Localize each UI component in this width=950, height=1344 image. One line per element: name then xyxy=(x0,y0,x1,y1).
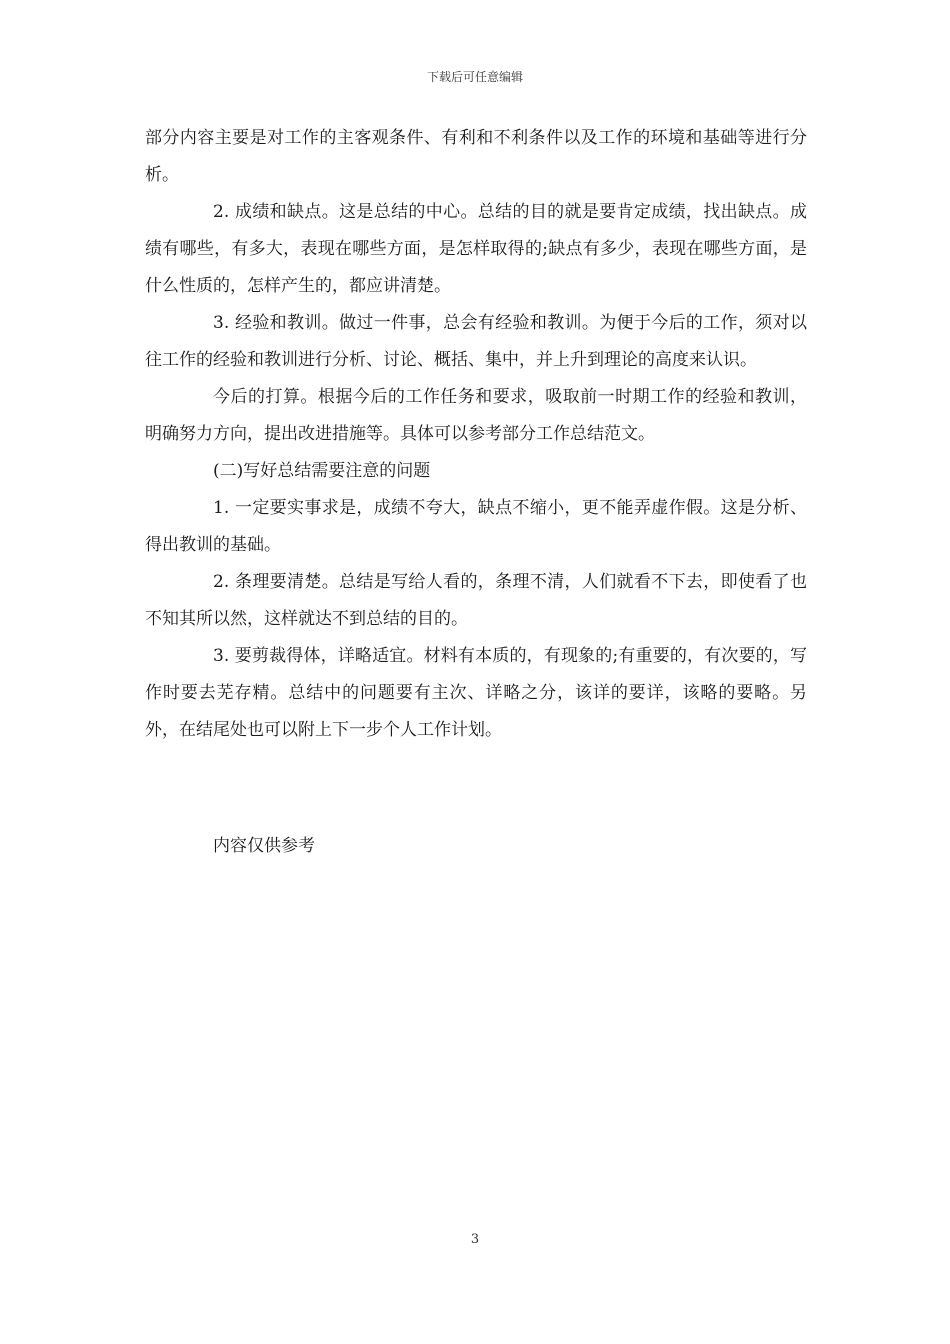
paragraph-4: 今后的打算。根据今后的工作任务和要求，吸取前一时期工作的经验和教训，明确努力方向，提出改进措施等。具体可以参考部分工作总结范文。 xyxy=(145,387,807,444)
paragraph-6: 1. 一定要实事求是，成绩不夸大，缺点不缩小，更不能弄虚作假。这是分析、得出教训的基础。 xyxy=(145,498,807,555)
page-header: 下载后可任意编辑 xyxy=(426,70,523,84)
reference-note: 内容仅供参考 xyxy=(213,836,315,856)
paragraph-2: 2. 成绩和缺点。这是总结的中心。总结的目的就是要肯定成绩，找出缺点。成绩有哪些，有多大，表现在哪些方面，是怎样取得的;缺点有多少，表现在哪些方面，是什么性质的，怎样产生的，都应讲清楚。 xyxy=(145,202,807,296)
section-heading: (二)写好总结需要注意的问题 xyxy=(213,461,431,481)
paragraph-8: 3. 要剪裁得体，详略适宜。材料有本质的，有现象的;有重要的，有次要的，写作时要去芜存精。总结中的问题要有主次、详略之分，该详的要详，该略的要略。另外，在结尾处也可以附上下一步个人工作计划。 xyxy=(145,646,807,740)
paragraph-1: 部分内容主要是对工作的主客观条件、有利和不利条件以及工作的环境和基础等进行分析。 xyxy=(145,128,807,185)
document-body xyxy=(145,120,807,749)
paragraph-7: 2. 条理要清楚。总结是写给人看的，条理不清，人们就看不下去，即使看了也不知其所以然，这样就达不到总结的目的。 xyxy=(145,572,807,629)
paragraph-3: 3. 经验和教训。做过一件事，总会有经验和教训。为便于今后的工作，须对以往工作的经验和教训进行分析、讨论、概括、集中，并上升到理论的高度来认识。 xyxy=(145,313,807,370)
page-number: 3 xyxy=(470,1232,480,1247)
